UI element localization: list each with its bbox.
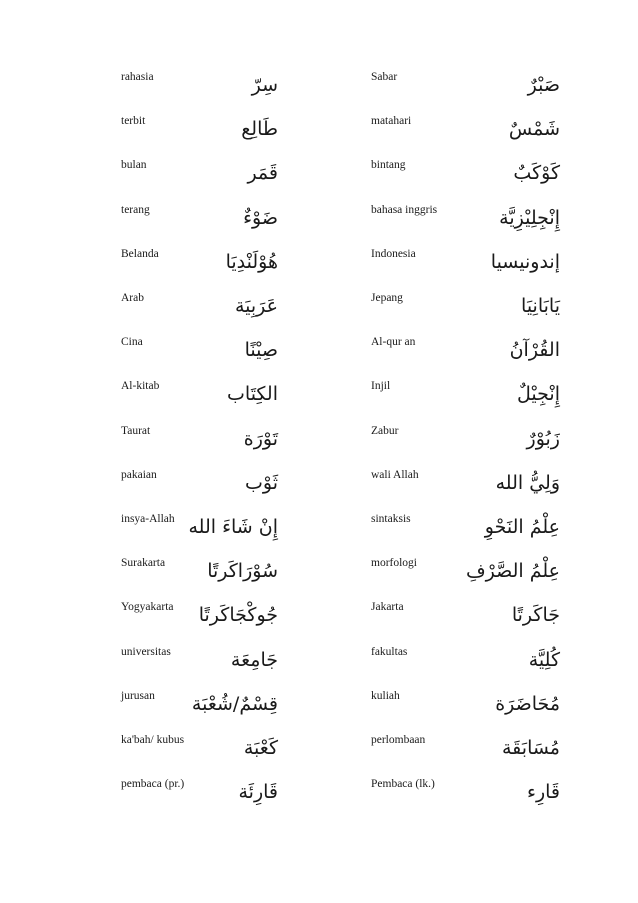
indonesian-term-right: Zabur — [371, 424, 399, 437]
arabic-term-right: القُرْآنُ — [509, 339, 560, 362]
arabic-term-left: سِرّ — [251, 74, 278, 96]
indonesian-term-right: sintaksis — [371, 513, 411, 525]
arabic-term-left: ضَوْءٌ — [243, 206, 278, 229]
arabic-term-left: جُوكْجَاكَرتًا — [198, 604, 278, 627]
vocab-row — [0, 645, 638, 689]
arabic-term-left: قَارِئَة — [238, 781, 278, 804]
indonesian-term-right: Indonesia — [371, 247, 416, 260]
arabic-term-left: هُوْلَنْدِيَا — [225, 250, 278, 273]
vocab-row — [0, 424, 638, 468]
indonesian-term-right: Sabar — [371, 71, 398, 83]
arabic-term-right: قَارِء — [527, 781, 560, 804]
arabic-term-right: جَاكَرتًا — [511, 604, 560, 627]
vocab-row — [0, 777, 638, 821]
arabic-term-left: سُوْرَاكَرتًا — [207, 560, 278, 583]
indonesian-term-left: insya-Allah — [121, 513, 175, 525]
indonesian-term-left: Belanda — [121, 247, 159, 260]
vocab-row — [0, 512, 638, 556]
arabic-term-left: ثَوْب — [245, 471, 278, 494]
arabic-term-left: إِنْ شَاءَ الله — [188, 516, 278, 538]
indonesian-term-left: pakaian — [121, 468, 157, 481]
indonesian-term-left: Taurat — [121, 424, 151, 437]
vocab-row — [0, 203, 638, 247]
arabic-term-right: إندونيسيا — [490, 250, 560, 273]
arabic-term-right: كَوْكَبٌ — [513, 162, 560, 185]
indonesian-term-right: kuliah — [371, 689, 400, 702]
arabic-term-right: إِنْجِلِيْزِيَّة — [499, 206, 560, 229]
indonesian-term-right: bahasa inggris — [371, 203, 438, 216]
arabic-term-left: طَالِع — [241, 118, 278, 141]
arabic-term-left: تَوْرَة — [243, 427, 278, 450]
vocab-row — [0, 70, 638, 114]
indonesian-term-left: Surakarta — [121, 557, 166, 570]
arabic-term-right: شَمْسٌ — [508, 118, 560, 141]
indonesian-term-left: Arab — [121, 292, 144, 304]
arabic-term-right: عِلْمُ الصَّرْفِ — [465, 560, 560, 583]
arabic-term-right: كُلِيَّة — [528, 648, 560, 671]
indonesian-term-left: rahasia — [121, 71, 154, 83]
indonesian-term-right: Al-qur an — [371, 336, 416, 349]
indonesian-term-right: fakultas — [371, 645, 408, 658]
indonesian-term-left: jurusan — [121, 689, 155, 702]
vocab-row — [0, 468, 638, 512]
indonesian-term-right: Pembaca (lk.) — [371, 778, 435, 791]
arabic-term-left: كَعْبَة — [243, 737, 278, 759]
vocab-row — [0, 733, 638, 777]
indonesian-term-right: wali Allah — [371, 468, 419, 481]
indonesian-term-right: perlombaan — [371, 734, 426, 746]
arabic-term-right: وَلِيُّ الله — [495, 471, 560, 494]
indonesian-term-right: morfologi — [371, 557, 417, 570]
indonesian-term-right: Jakarta — [371, 601, 404, 614]
vocab-row — [0, 247, 638, 291]
vocab-row — [0, 335, 638, 379]
arabic-term-left: الكِتَاب — [227, 383, 278, 406]
indonesian-term-right: matahari — [371, 115, 412, 128]
arabic-term-right: مُسَابَقَة — [501, 737, 560, 759]
arabic-term-left: عَرَبِيَة — [234, 295, 278, 317]
arabic-term-right: مُحَاضَرَة — [495, 692, 560, 715]
indonesian-term-left: pembaca (pr.) — [121, 778, 185, 791]
indonesian-term-left: Cina — [121, 336, 143, 349]
arabic-term-right: عِلْمُ النَحْوِ — [484, 516, 560, 538]
indonesian-term-left: universitas — [121, 645, 171, 658]
indonesian-term-right: bintang — [371, 159, 406, 172]
vocab-row — [0, 556, 638, 600]
indonesian-term-right: Injil — [371, 380, 391, 393]
arabic-term-left: صِيْنًا — [244, 339, 278, 362]
vocab-row — [0, 158, 638, 202]
arabic-term-right: زَبُوْرٌ — [526, 427, 560, 450]
vocab-row — [0, 379, 638, 423]
arabic-term-right: صَبْرٌ — [527, 74, 560, 96]
vocab-row — [0, 291, 638, 335]
vocab-row — [0, 600, 638, 644]
indonesian-term-left: Al-kitab — [121, 380, 160, 393]
indonesian-term-right: Jepang — [371, 292, 403, 304]
arabic-term-right: إِنْجِيْلٌ — [517, 383, 560, 406]
indonesian-term-left: bulan — [121, 159, 147, 172]
indonesian-term-left: ka'bah/ kubus — [121, 734, 185, 746]
vocab-row — [0, 689, 638, 733]
indonesian-term-left: terang — [121, 203, 150, 216]
arabic-term-left: جَامِعَة — [230, 648, 278, 671]
indonesian-term-left: Yogyakarta — [121, 601, 174, 614]
arabic-term-right: يَابَانِيَا — [521, 295, 560, 317]
arabic-term-left: قِسْمٌ/شُعْبَة — [191, 692, 278, 715]
indonesian-term-left: terbit — [121, 115, 146, 128]
vocab-row — [0, 114, 638, 158]
arabic-term-left: قَمَر — [247, 162, 278, 185]
